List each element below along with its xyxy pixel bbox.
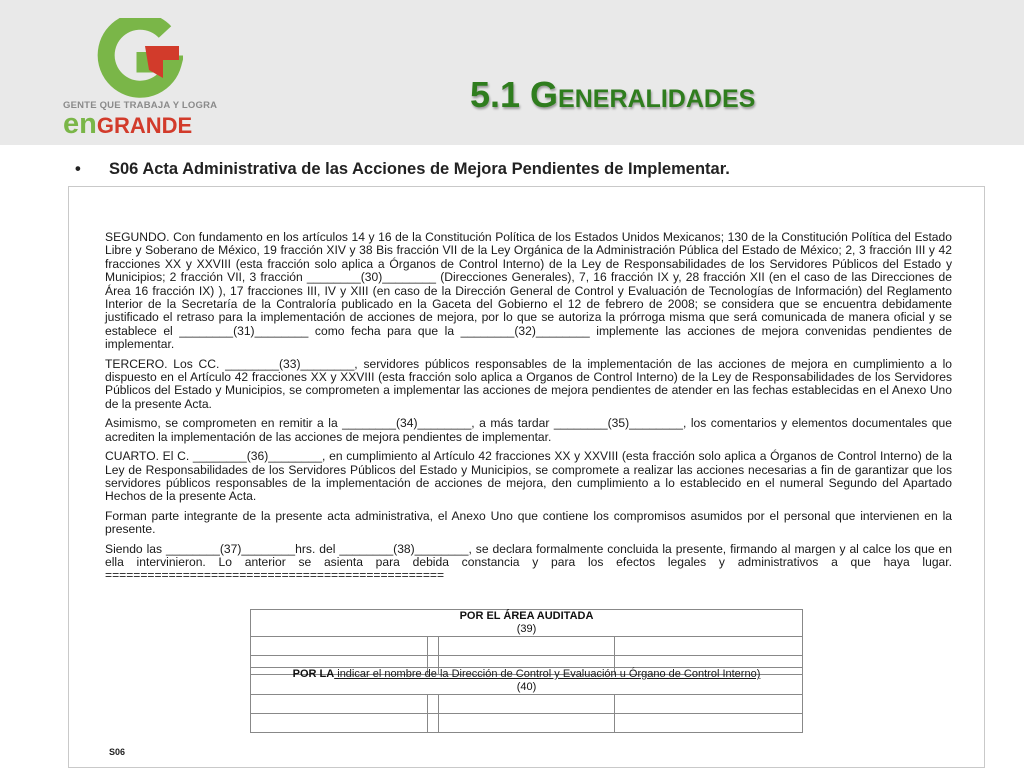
- table-number: (40): [516, 681, 537, 693]
- logo-word-grande: GRANDE: [96, 113, 193, 138]
- logo-word-en: en: [63, 108, 97, 140]
- g-logo-icon: [93, 18, 183, 98]
- signature-cell: [615, 695, 803, 714]
- signature-cell: [438, 637, 615, 656]
- logo-wordmark: [63, 110, 192, 139]
- bullet-item: [75, 160, 730, 179]
- title-text: Generalidades: [530, 74, 756, 115]
- table-number: (39): [516, 623, 537, 635]
- paragraph-tercero: TERCERO. Los CC. ________(33)________, servidores públicos responsables de la implementación de las acciones de mejora en cumplimiento a lo dispuesto en el Artículo 42 fracciones XX y XXVIII (esta fracción solo aplica a Organos de Control Interno) de la Ley de Responsabilidades de los Servidores Públicos del Estado y Municipios, se comprometen a implementar las acciones de mejora pendientes de atender en las fechas establecidas en el Anexo Uno de la presente Acta.: [105, 356, 952, 411]
- signature-table-area-auditada: [250, 609, 803, 675]
- table-header: POR EL ÁREA AUDITADA (39): [251, 610, 803, 637]
- document-image: [68, 186, 985, 768]
- table-header: POR LA indicar el nombre de la Dirección de Control y Evaluación u Órgano de Control Interno) (40): [251, 668, 803, 695]
- logo-tagline: GENTE QUE TRABAJA Y LOGRA: [63, 100, 218, 111]
- signature-table-direccion: [250, 667, 803, 733]
- paragraph-segundo: SEGUNDO. Con fundamento en los artículos 14 y 16 de la Constitución Política de los Estados Unidos Mexicanos; 130 de la Constitución Política del Estado Libre y Soberano de México, 19 fracción XIV y 38 Bis fracción VII de la Ley Orgánica de la Administración Pública del Estado de México; 2, 3 fracción III y 42 fracciones XX y XXVIII (esta fracción solo aplica a Órganos de Control Interno) de la Ley de Responsabilidades de los Servidores Públicos del Estado y Municipios; 2 fracción VII, 3 fracción ________(30)________ (Direcciones Generales), 7, 16 fracción IX y, 28 fracción XII (en el caso de las Direcciones de Área 16 fracción IX) ), 17 fracciones III, IV y XIII (en caso de la Dirección General de Control y Evaluación de Tecnologías de Información) del Reglamento Interior de la Secretaría de la Contraloría publicado en la Gaceta del Gobierno el 12 de febrero de 2008; se considera que se encuentra debidamente justificado el retraso para la implementación de acciones de mejora, por lo que se autoriza la prórroga misma que será comunicada de manera oficial y se establece el ________(31)________ como fecha para que la ________(32)________ implemente las acciones de mejora convenidas pendientes de implementar.: [105, 230, 952, 352]
- paragraph-forman: Forman parte integrante de la presente acta administrativa, el Anexo Uno que contiene los compromisos asumidos por el personal que intervienen en la presente.: [105, 508, 952, 537]
- signature-cell: [251, 637, 428, 656]
- signature-cell: [251, 695, 428, 714]
- footer-code: S06: [109, 747, 126, 757]
- paragraph-cuarto: CUARTO. El C. ________(36)________, en cumplimiento al Artículo 42 fracciones XX y XXVIII (esta fracción solo aplica a Órganos de Control Interno) de la Ley de Responsabilidades de los Servidores Públicos del Estado y Municipios, se compromete a realizar las acciones necesarias a fin de garantizar que los servidores públicos responsables de la implementación de acciones de mejora, den cumplimiento a lo establecido en el numeral Segundo del Apartado Hechos de la presente Acta.: [105, 449, 952, 504]
- signature-cell: [615, 637, 803, 656]
- table-header-placeholder: indicar el nombre de la Dirección de Control y Evaluación u Órgano de Control Interno): [334, 668, 761, 680]
- engrande-logo: [55, 14, 230, 139]
- paragraph-asimismo: Asimismo, se comprometen en remitir a la ________(34)________, a más tardar ________(35)________, los comentarios y elementos documentales que acrediten la implementación de las acciones de mejora pendientes de implementar.: [105, 416, 952, 444]
- title-number: 5.1: [470, 74, 531, 115]
- page-title: [470, 74, 755, 116]
- bullet-symbol: •: [75, 160, 81, 178]
- paragraph-siendo: Siendo las ________(37)________hrs. del ________(38)________, se declara formalmente concluida la presente, firmando al margen y al calce los que en ella intervinieron. Lo anterior se asienta para debida constancia y para los efectos legales y administrativos a que haya lugar. ================================================: [105, 541, 952, 583]
- bullet-text: S06 Acta Administrativa de las Acciones de Mejora Pendientes de Implementar.: [109, 160, 730, 178]
- document-body: [105, 231, 952, 589]
- signature-cell: [438, 695, 615, 714]
